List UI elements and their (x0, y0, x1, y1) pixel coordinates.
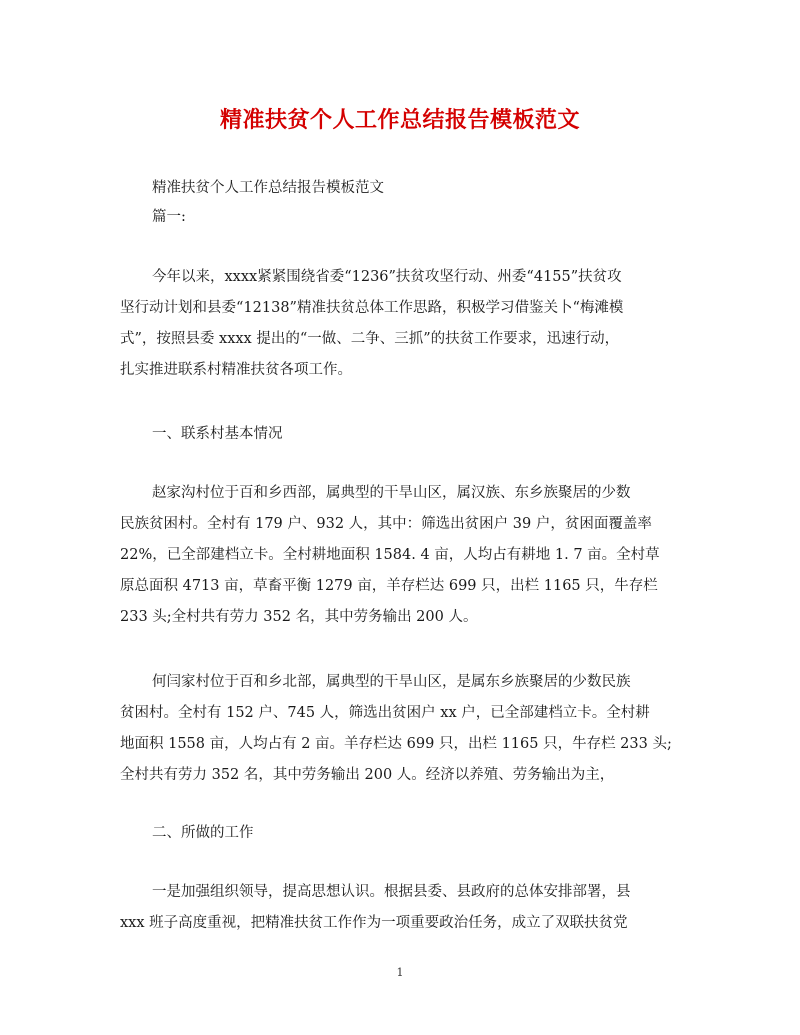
section-heading-work-done: 二、所做的工作 (152, 825, 254, 841)
paragraph-line: 民族贫困村。全村有 179 户、932 人，其中：筛选出贫困户 39 户，贫困面覆盖率 (120, 516, 652, 532)
intro-paragraph (120, 262, 680, 386)
paragraph-line: 今年以来，xxxx紧紧围绕省委“1236”扶贫攻坚行动、州委“4155”扶贫攻 (152, 269, 622, 285)
paragraph-line: 全村共有劳力 352 名，其中劳务输出 200 人。经济以养殖、劳务输出为主， (120, 767, 615, 783)
paragraph-line: 一是加强组织领导，提高思想认识。根据县委、县政府的总体安排部署，县 (152, 884, 631, 900)
paragraph-line: 贫困村。全村有 152 户、745 人，筛选出贫困户 xx 户，已全部建档立卡。全村耕 (120, 705, 650, 721)
paragraph-line: xxx 班子高度重视，把精准扶贫工作作为一项重要政治任务，成立了双联扶贫党 (120, 915, 628, 931)
village-zhaojiagou-paragraph (120, 478, 680, 633)
paragraph-line: 式”，按照县委 xxxx 提出的“一做、二争、三抓”的扶贫工作要求，迅速行动， (120, 331, 620, 347)
paragraph-line: 原总面积 4713 亩，草畜平衡 1279 亩，羊存栏达 699 只，出栏 1165 只，牛存栏 (120, 578, 658, 594)
page-number: 1 (396, 966, 404, 979)
paragraph-line: 扎实推进联系村精准扶贫各项工作。 (120, 362, 352, 378)
paragraph-line: 22%，已全部建档立卡。全村耕地面积 1584. 4 亩，人均占有耕地 1. 7 亩。全村草 (120, 547, 660, 563)
village-heyanjia-paragraph (120, 667, 680, 791)
work-paragraph (120, 877, 680, 939)
section-heading-basic-info: 一、联系村基本情况 (152, 426, 283, 442)
paragraph-line: 坚行动计划和县委“12138”精准扶贫总体工作思路，积极学习借鉴关卜“梅滩模 (120, 300, 624, 316)
paragraph-line: 何闫家村位于百和乡北部，属典型的干旱山区，是属东乡族聚居的少数民族 (152, 674, 631, 690)
document-subtitle: 精准扶贫个人工作总结报告模板范文 (152, 180, 384, 196)
paragraph-line: 地面积 1558 亩，人均占有 2 亩。羊存栏达 699 只，出栏 1165 只，牛存栏 233 头; (120, 736, 672, 752)
part-label: 篇一: (152, 209, 186, 225)
paragraph-line: 赵家沟村位于百和乡西部，属典型的干旱山区，属汉族、东乡族聚居的少数 (152, 485, 631, 501)
paragraph-line: 233 头;全村共有劳力 352 名，其中劳务输出 200 人。 (120, 609, 478, 625)
document-title: 精准扶贫个人工作总结报告模板范文 (219, 107, 580, 133)
